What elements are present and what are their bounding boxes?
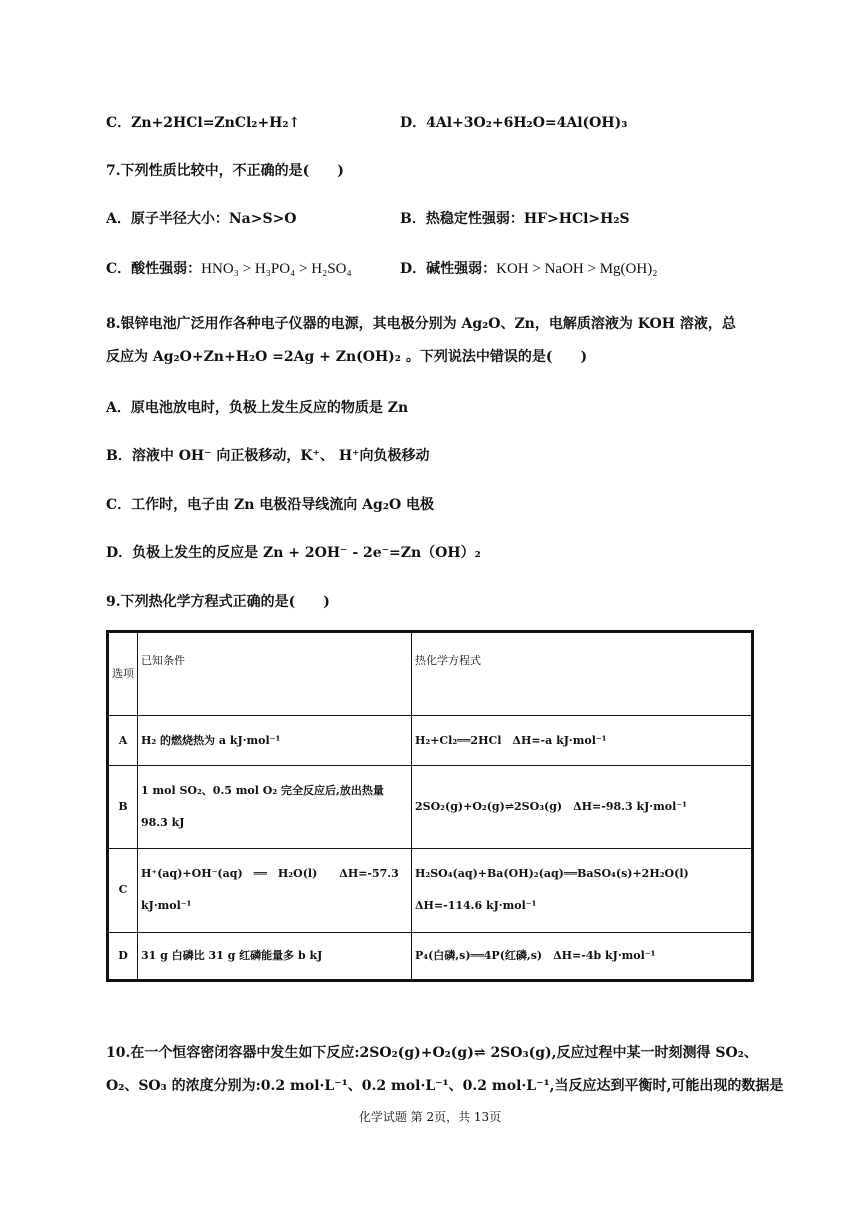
header-equation: 热化学方程式 — [412, 632, 753, 716]
table-header-row — [108, 632, 753, 716]
q8-stem-line1: 8.银锌电池广泛用作各种电子仪器的电源，其电极分别为 Ag₂O、Zn，电解质溶液为 KOH 溶液，总 — [106, 316, 736, 332]
row-d-option: D — [108, 932, 138, 980]
row-a-equation: H₂+Cl₂══2HCl ΔH=-a kJ·mol⁻¹ — [412, 716, 753, 766]
q6-option-c: C．Zn+2HCl=ZnCl₂+H₂↑ — [106, 115, 301, 131]
q7-option-b: B．热稳定性强弱：HF>HCl>H₂S — [400, 211, 630, 227]
q7-option-c-formula: HNO₃ > H₃PO₄ > H₂SO₄ — [201, 261, 352, 277]
q7-option-d-formula: KOH > NaOH > Mg(OH)₂ — [496, 261, 658, 277]
q8-option-b: B．溶液中 OH⁻ 向正极移动，K⁺、 H⁺向负极移动 — [106, 448, 430, 464]
q6-option-d: D．4Al+3O₂+6H₂O=4Al(OH)₃ — [400, 115, 628, 131]
q10-stem-line1: 10.在一个恒容密闭容器中发生如下反应:2SO₂(g)+O₂(g)⇌ 2SO₃(g),反应过程中某一时刻测得 SO₂、 — [106, 1045, 758, 1061]
q7-option-d — [400, 258, 657, 278]
q8-option-c: C．工作时，电子由 Zn 电极沿导线流向 Ag₂O 电极 — [106, 497, 435, 513]
q8-option-d: D．负极上发生的反应是 Zn + 2OH⁻ - 2e⁻=Zn（OH）₂ — [106, 545, 481, 561]
header-condition: 已知条件 — [138, 632, 412, 716]
q9-table — [106, 630, 754, 982]
q7-stem: 7.下列性质比较中，不正确的是( ) — [106, 163, 344, 179]
row-a-condition: H₂ 的燃烧热为 a kJ·mol⁻¹ — [138, 716, 412, 766]
row-b-condition: 1 mol SO₂、0.5 mol O₂ 完全反应后,放出热量 98.3 kJ — [138, 766, 412, 848]
table-row — [108, 848, 753, 932]
row-d-condition: 31 g 白磷比 31 g 红磷能量多 b kJ — [138, 932, 412, 980]
row-b-equation: 2SO₂(g)+O₂(g)⇌2SO₃(g) ΔH=-98.3 kJ·mol⁻¹ — [412, 766, 753, 848]
row-d-equation: P₄(白磷,s)══4P(红磷,s) ΔH=-4b kJ·mol⁻¹ — [412, 932, 753, 980]
header-option: 选项 — [108, 632, 138, 716]
q7-option-a: A．原子半径大小：Na>S>O — [106, 211, 297, 227]
page-footer: 化学试题 第 2页，共 13页 — [358, 1110, 502, 1124]
row-c-equation: H₂SO₄(aq)+Ba(OH)₂(aq)══BaSO₄(s)+2H₂O(l) ΔH=-114.6 kJ·mol⁻¹ — [412, 848, 753, 932]
q7-option-c — [106, 258, 352, 278]
q10-stem-line2: O₂、SO₃ 的浓度分别为:0.2 mol·L⁻¹、0.2 mol·L⁻¹、0.2 mol·L⁻¹,当反应达到平衡时,可能出现的数据是 — [106, 1078, 784, 1094]
q7-option-d-label: D．碱性强弱： — [400, 261, 497, 277]
q7-option-c-label: C．酸性强弱： — [106, 261, 202, 277]
q8-stem-line2: 反应为 Ag₂O+Zn+H₂O =2Ag + Zn(OH)₂ 。下列说法中错误的是( ) — [106, 349, 588, 365]
row-b-option: B — [108, 766, 138, 848]
table-row — [108, 766, 753, 848]
row-c-condition: H⁺(aq)+OH⁻(aq) ══ H₂O(l) ΔH=-57.3 kJ·mol⁻¹ — [138, 848, 412, 932]
q8-option-a: A．原电池放电时，负极上发生反应的物质是 Zn — [106, 400, 409, 416]
q9-stem: 9.下列热化学方程式正确的是( ) — [106, 594, 330, 610]
table-row — [108, 932, 753, 980]
row-a-option: A — [108, 716, 138, 766]
row-c-option: C — [108, 848, 138, 932]
table-row — [108, 716, 753, 766]
